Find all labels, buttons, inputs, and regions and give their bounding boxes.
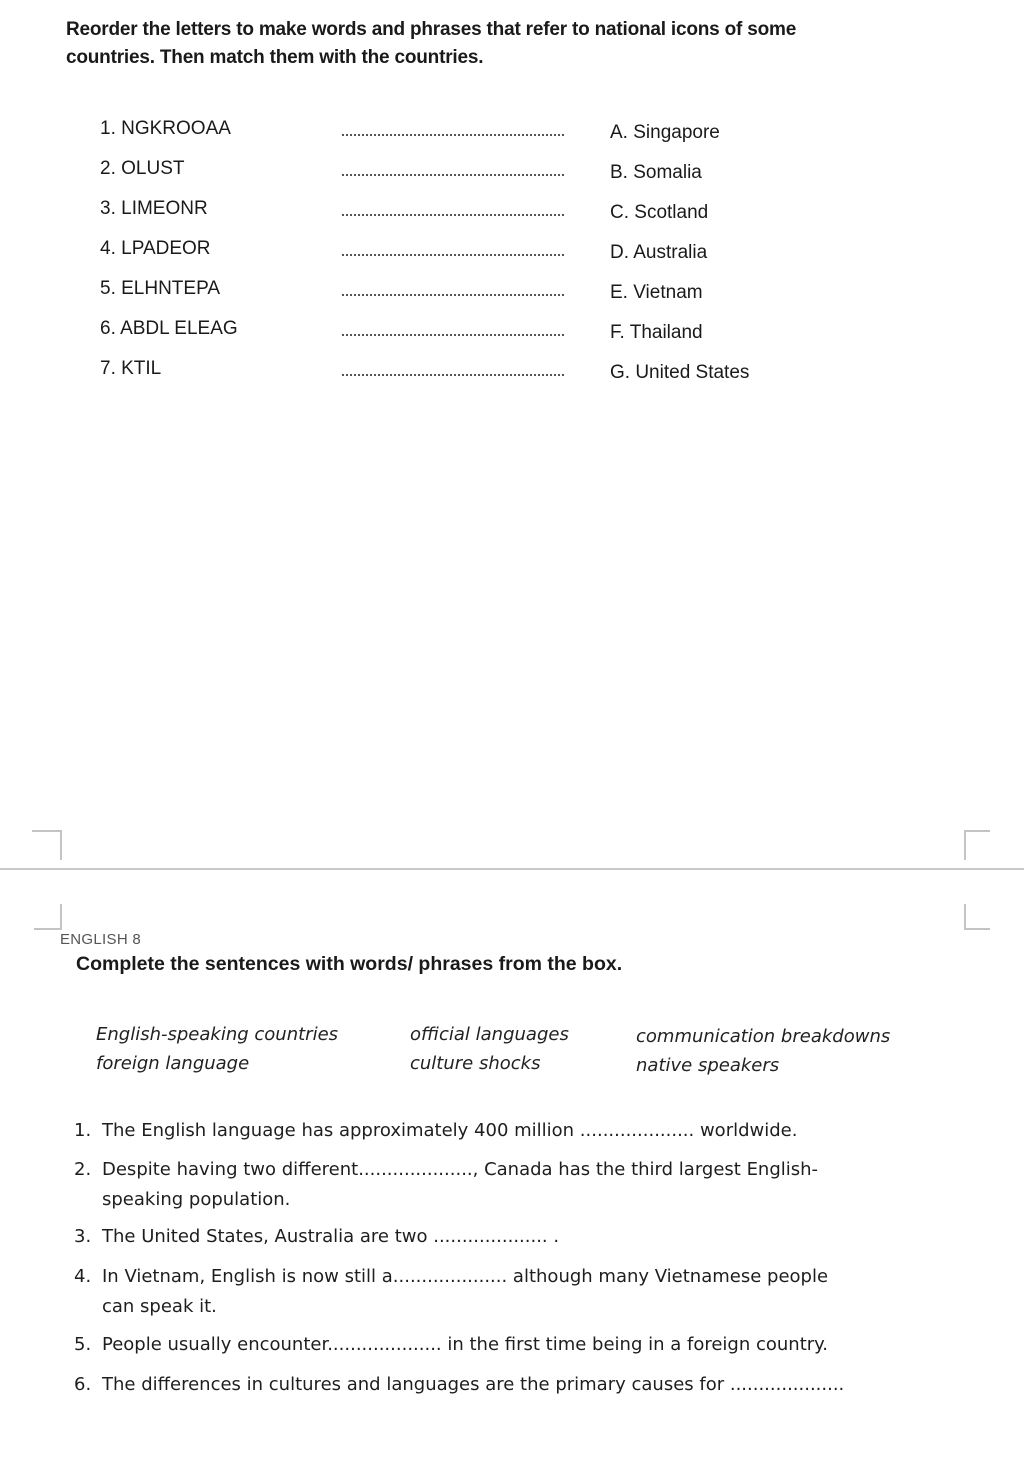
exercise1-instruction — [66, 16, 866, 72]
answer-blank — [342, 328, 564, 336]
crop-mark — [964, 830, 990, 860]
scrambled-word: 3. LIMEONR — [100, 198, 208, 219]
box-word: official languages — [410, 1024, 569, 1045]
crop-mark — [964, 904, 990, 930]
crop-mark — [34, 904, 62, 930]
sentence-number: 6. — [74, 1374, 92, 1395]
crop-mark — [32, 830, 62, 860]
scrambled-word: 2. OLUST — [100, 158, 185, 179]
sentence-item — [74, 1116, 954, 1146]
box-word: communication breakdowns — [636, 1026, 891, 1047]
box-word: native speakers — [636, 1055, 780, 1076]
country-option: D. Australia — [610, 242, 708, 263]
sentence-number: 1. — [74, 1120, 92, 1141]
sentence-number: 3. — [74, 1226, 92, 1247]
page-divider — [0, 868, 1024, 870]
exercise2-instruction: Complete the sentences with words/ phrases from the box. — [76, 953, 623, 975]
answer-blank — [342, 248, 564, 256]
country-option: F. Thailand — [610, 322, 703, 343]
scrambled-word: 5. ELHNTEPA — [100, 278, 221, 299]
scrambled-word: 7. KTIL — [100, 358, 162, 379]
sentence-number: 5. — [74, 1334, 92, 1355]
answer-blank — [342, 168, 564, 176]
box-word: foreign language — [96, 1053, 250, 1074]
scrambled-word: 4. LPADEOR — [100, 238, 211, 259]
list-item — [0, 198, 1024, 228]
sentence-item — [74, 1155, 954, 1215]
list-item — [0, 278, 1024, 308]
box-word: English-speaking countries — [96, 1024, 339, 1045]
sentence-text: The United States, Australia are two .................... . — [102, 1226, 560, 1247]
sentence-item — [74, 1222, 954, 1252]
answer-blank — [342, 128, 564, 136]
scrambled-word: 6. ABDL ELEAG — [100, 318, 238, 339]
sentence-number: 4. — [74, 1266, 92, 1287]
sentence-item — [74, 1370, 954, 1400]
country-option: E. Vietnam — [610, 282, 703, 303]
sentence-text: In Vietnam, English is now still a.................... although many Vietnamese people — [102, 1266, 829, 1287]
sentence-text: The English language has approximately 400 million .................... worldwide. — [102, 1120, 798, 1141]
sentence-item — [74, 1262, 954, 1322]
sentence-continuation: speaking population. — [102, 1189, 291, 1210]
list-item — [0, 358, 1024, 388]
list-item — [0, 158, 1024, 188]
answer-blank — [342, 208, 564, 216]
sentence-text: People usually encounter.................... in the first time being in a foreign country. — [102, 1334, 828, 1355]
sentence-number: 2. — [74, 1159, 92, 1180]
sentence-text: Despite having two different...................., Canada has the third largest English- — [102, 1159, 819, 1180]
country-option: A. Singapore — [610, 122, 720, 143]
instruction-line-1: Reorder the letters to make words and phrases that refer to national icons of some — [66, 19, 797, 40]
sentence-item — [74, 1330, 954, 1360]
sentence-text: The differences in cultures and languages are the primary causes for .................... — [102, 1374, 845, 1395]
country-option: C. Scotland — [610, 202, 709, 223]
page-header: ENGLISH 8 — [60, 931, 142, 948]
instruction-line-2: countries. Then match them with the countries. — [66, 47, 484, 68]
list-item — [0, 238, 1024, 268]
country-option: B. Somalia — [610, 162, 702, 183]
box-word: culture shocks — [410, 1053, 541, 1074]
list-item — [0, 118, 1024, 148]
answer-blank — [342, 368, 564, 376]
country-option: G. United States — [610, 362, 750, 383]
sentence-continuation: can speak it. — [102, 1296, 217, 1317]
scrambled-word: 1. NGKROOAA — [100, 118, 231, 139]
answer-blank — [342, 288, 564, 296]
list-item — [0, 318, 1024, 348]
